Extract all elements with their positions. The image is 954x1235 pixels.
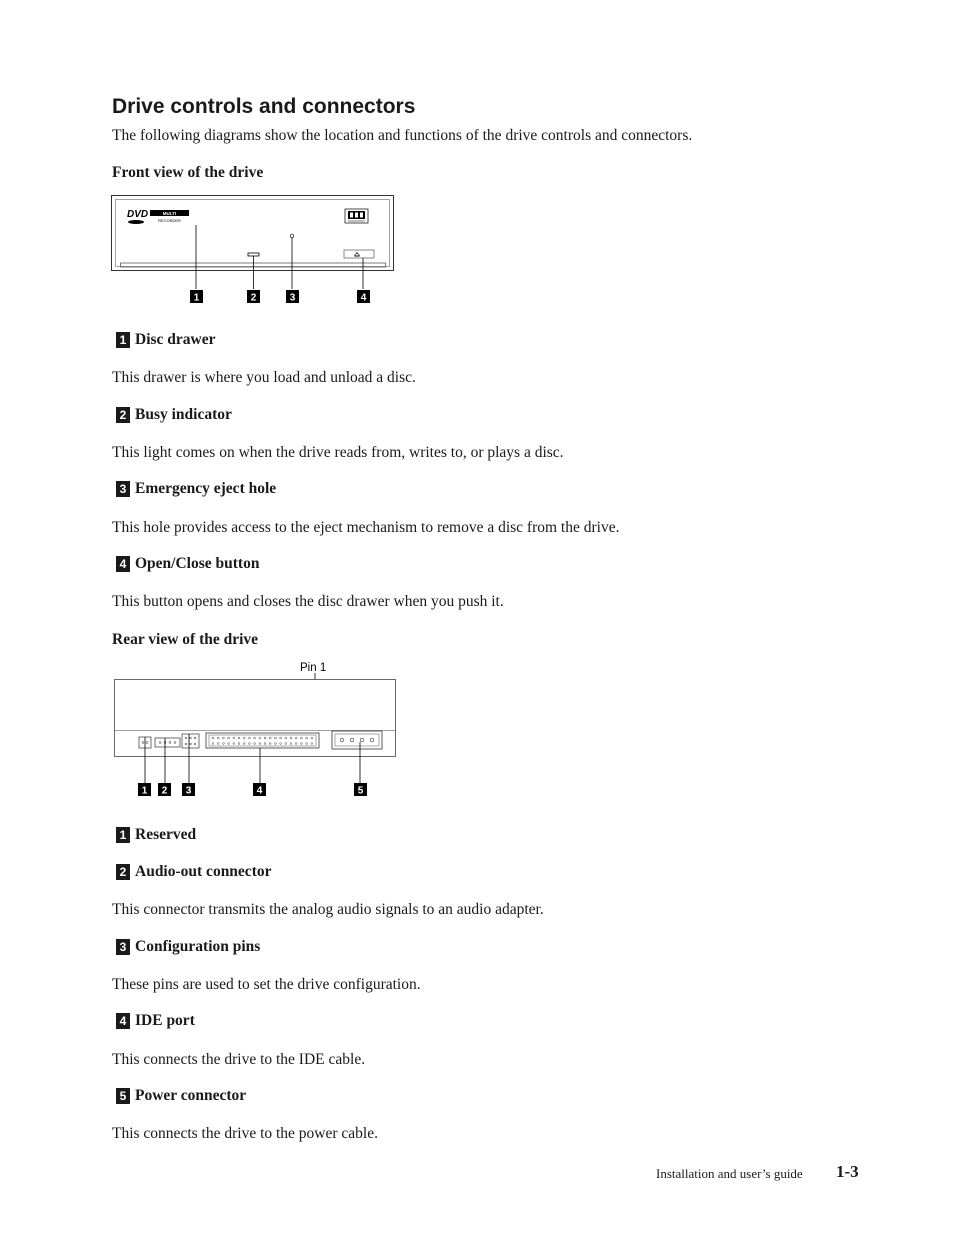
- callout-badge: 1: [116, 332, 130, 348]
- pin-1-label: Pin 1: [300, 662, 327, 674]
- front-callout-3: [286, 290, 299, 304]
- configuration-pins: [182, 734, 199, 748]
- svg-text:2: 2: [161, 785, 168, 797]
- svg-text:5: 5: [357, 785, 364, 797]
- rear-callout-3: [182, 783, 195, 797]
- item-label: IDE port: [135, 1012, 195, 1029]
- item-description: This drawer is where you load and unload a disc.: [112, 369, 416, 386]
- item-description: This connects the drive to the power cable.: [112, 1125, 378, 1142]
- rear-item-reserved: [116, 826, 196, 844]
- power-connector: [332, 731, 382, 749]
- rear-callout-4: [253, 783, 266, 797]
- callout-badge: 2: [116, 864, 130, 880]
- item-description: This button opens and closes the disc drawer when you push it.: [112, 593, 504, 610]
- callout-badge: 2: [116, 407, 130, 423]
- front-callout-2: [247, 290, 260, 304]
- svg-text:1: 1: [141, 785, 148, 797]
- callout-badge: 5: [116, 1088, 130, 1104]
- page-number: 1-3: [836, 1162, 859, 1181]
- item-label: Configuration pins: [135, 938, 261, 955]
- item-description: These pins are used to set the drive configuration.: [112, 976, 421, 993]
- rear-view-heading: Rear view of the drive: [112, 631, 259, 648]
- svg-text:RECORDER: RECORDER: [158, 218, 181, 223]
- page-title: Drive controls and connectors: [112, 95, 416, 118]
- item-label: Reserved: [135, 826, 197, 843]
- callout-badge: 4: [116, 556, 130, 572]
- rear-item-configuration-pins: [116, 938, 260, 956]
- item-description: This connector transmits the analog audio signals to an audio adapter.: [112, 901, 544, 918]
- front-callout-4: [357, 290, 370, 304]
- callout-badge: 1: [116, 827, 130, 843]
- drive-front-bezel: [112, 196, 394, 271]
- emergency-eject-hole: [290, 234, 294, 238]
- front-view-heading: Front view of the drive: [112, 164, 264, 181]
- item-label: Open/Close button: [135, 555, 260, 572]
- svg-text:3: 3: [289, 292, 296, 304]
- item-label: Power connector: [135, 1087, 247, 1104]
- item-description: This hole provides access to the eject mechanism to remove a disc from the drive.: [112, 519, 620, 536]
- rear-callout-5: [354, 783, 367, 797]
- callout-badge: 4: [116, 1013, 130, 1029]
- svg-text:2: 2: [250, 292, 257, 304]
- svg-text:3: 3: [185, 785, 192, 797]
- rear-view-diagram: [110, 656, 402, 802]
- callout-badge: 3: [116, 939, 130, 955]
- item-label: Audio-out connector: [135, 863, 272, 880]
- callout-badge: 3: [116, 481, 130, 497]
- footer-text: Installation and user’s guide: [656, 1166, 803, 1181]
- rear-callout-2: [158, 783, 171, 797]
- svg-text:DVD: DVD: [127, 209, 149, 220]
- busy-indicator-light: [248, 253, 259, 256]
- rear-item-power-connector: [116, 1087, 246, 1105]
- front-view-diagram: [110, 193, 400, 311]
- front-item-emergency-eject-hole: [116, 480, 276, 498]
- svg-text:4: 4: [360, 292, 367, 304]
- front-item-busy-indicator: [116, 406, 232, 424]
- item-label: Disc drawer: [135, 331, 216, 348]
- compact-disc-logo: [345, 209, 368, 223]
- rear-item-ide-port: [116, 1012, 195, 1030]
- intro-paragraph: The following diagrams show the location and functions of the drive controls and connectors.: [112, 127, 693, 144]
- item-description: This connects the drive to the IDE cable.: [112, 1051, 366, 1068]
- svg-text:1: 1: [193, 292, 200, 304]
- front-item-open-close-button: [116, 555, 259, 573]
- svg-text:MULTI: MULTI: [162, 211, 177, 216]
- rear-item-audio-out-connector: [116, 863, 271, 881]
- item-label: Busy indicator: [135, 406, 232, 423]
- front-callout-1: [190, 290, 203, 304]
- rear-callout-1: [138, 783, 151, 797]
- item-label: Emergency eject hole: [135, 480, 277, 497]
- item-description: This light comes on when the drive reads from, writes to, or plays a disc.: [112, 444, 564, 461]
- svg-text:4: 4: [256, 785, 263, 797]
- front-item-disc-drawer: [116, 331, 216, 349]
